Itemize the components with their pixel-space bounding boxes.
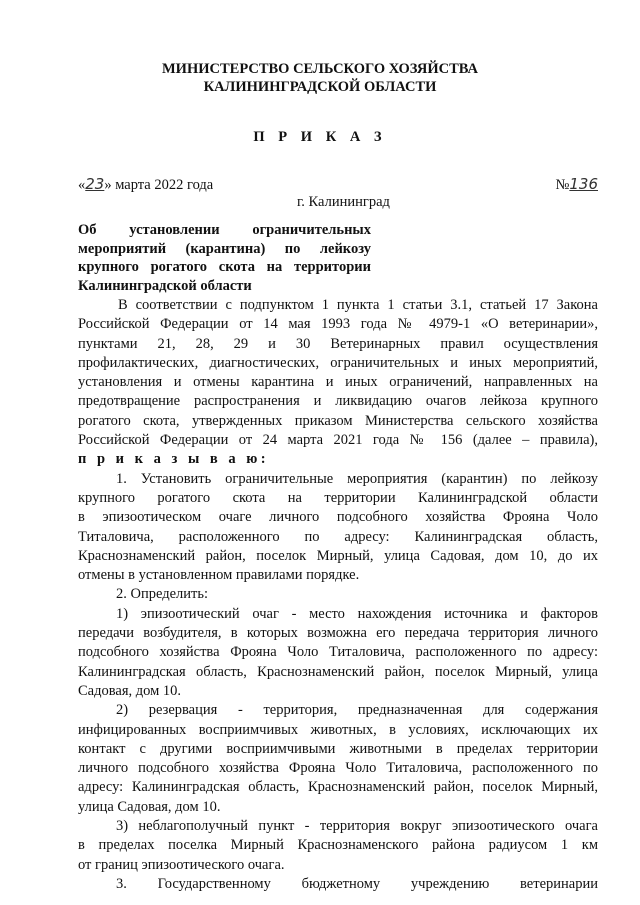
body-line: адресу: Калининградская область, Краснознаменский район, поселок Мирный,: [78, 779, 598, 796]
number-value-handwritten: 136: [569, 175, 598, 193]
body-line: в эпизоотическом очаге личного подсобного хозяйства Фрояна Чоло: [78, 509, 598, 526]
body-line: улица Садовая, дом 10.: [78, 798, 221, 815]
body-line: 3) неблагополучный пункт - территория вокруг эпизоотического очага: [116, 818, 598, 835]
city: г. Калининград: [297, 194, 390, 210]
order-number: [556, 175, 598, 194]
body-line: инфицированных восприимчивых животных, в условиях, исключающих их: [78, 721, 598, 738]
ministry-name-line2: КАЛИНИНГРАДСКОЙ ОБЛАСТИ: [203, 79, 437, 95]
document-type: П Р И К А З: [253, 129, 387, 145]
body-line: Садовая, дом 10.: [78, 682, 182, 699]
body-line: предотвращение распространения и ликвидацию очагов лейкоза крупного: [78, 393, 598, 410]
ministry-name-line1: МИНИСТЕРСТВО СЕЛЬСКОГО ХОЗЯЙСТВА: [162, 61, 478, 77]
body-line: крупного рогатого скота на территории Калининградской области: [78, 489, 598, 506]
order-body: [78, 296, 598, 894]
date-suffix: » марта 2022 года: [104, 177, 214, 193]
body-line: передачи возбудителя, в которых возможна его передача территория личного: [78, 625, 598, 642]
body-line: установления и отмены карантина и иных ограничений, направленных на: [78, 374, 598, 391]
subject-line: крупного рогатого скота на территории: [78, 259, 371, 275]
body-line: 2. Определить:: [116, 586, 209, 603]
body-line: Калининградская область, Краснознаменский район, поселок Мирный, улица: [78, 663, 598, 680]
order-subject: [78, 221, 371, 295]
order-date: [78, 175, 213, 194]
body-line: рогатого скота, утвержденных приказом Министерства сельского хозяйства: [78, 412, 598, 429]
body-line: от границ эпизоотического очага.: [78, 856, 285, 873]
date-prefix: «: [78, 177, 86, 193]
body-line: 2) резервация - территория, предназначенная для содержания: [116, 702, 598, 719]
body-line: подсобного хозяйства Фрояна Чоло Титаловича, расположенного по адресу:: [78, 644, 598, 661]
body-line: Краснознаменский район, поселок Мирный, улица Садовая, дом 10, до их: [78, 547, 598, 564]
body-line: 3. Государственному бюджетному учреждению ветеринарии: [116, 875, 598, 892]
number-prefix: №: [555, 177, 570, 193]
body-line: Российской Федерации от 24 марта 2021 года № 156 (далее – правила),: [78, 432, 598, 449]
body-line: 1. Установить ограничительные мероприятия (карантин) по лейкозу: [116, 470, 598, 487]
date-day-handwritten: 23: [85, 175, 105, 193]
body-line: в пределах поселка Мирный Краснознаменского района радиусом 1 км: [78, 837, 598, 854]
subject-line: Калининградской области: [78, 277, 252, 294]
body-line: пунктами 21, 28, 29 и 30 Ветеринарных правил осуществления: [78, 335, 598, 352]
body-line-decree: п р и к а з ы в а ю:: [78, 451, 270, 468]
body-line: В соответствии с подпунктом 1 пункта 1 статьи 3.1, статьей 17 Закона: [118, 297, 598, 313]
body-line: Титаловича, расположенного по адресу: Калининградская область,: [78, 528, 598, 545]
subject-line: Об установлении ограничительных: [78, 222, 371, 238]
subject-line: мероприятий (карантина) по лейкозу: [78, 240, 371, 257]
body-line: 1) эпизоотический очаг - место нахождения источника и факторов: [116, 605, 598, 622]
body-line: профилактических, диагностических, ограничительных и иных мероприятий,: [78, 354, 598, 371]
body-line: Российской Федерации от 14 мая 1993 года № 4979-1 «О ветеринарии»,: [78, 316, 598, 333]
body-line: отмены в установленном правилами порядке.: [78, 567, 360, 584]
body-line: личного подсобного хозяйства Фрояна Чоло Титаловича, расположенного по: [78, 760, 598, 777]
body-line: контакт с другими восприимчивыми животными в пределах территории: [78, 740, 598, 757]
